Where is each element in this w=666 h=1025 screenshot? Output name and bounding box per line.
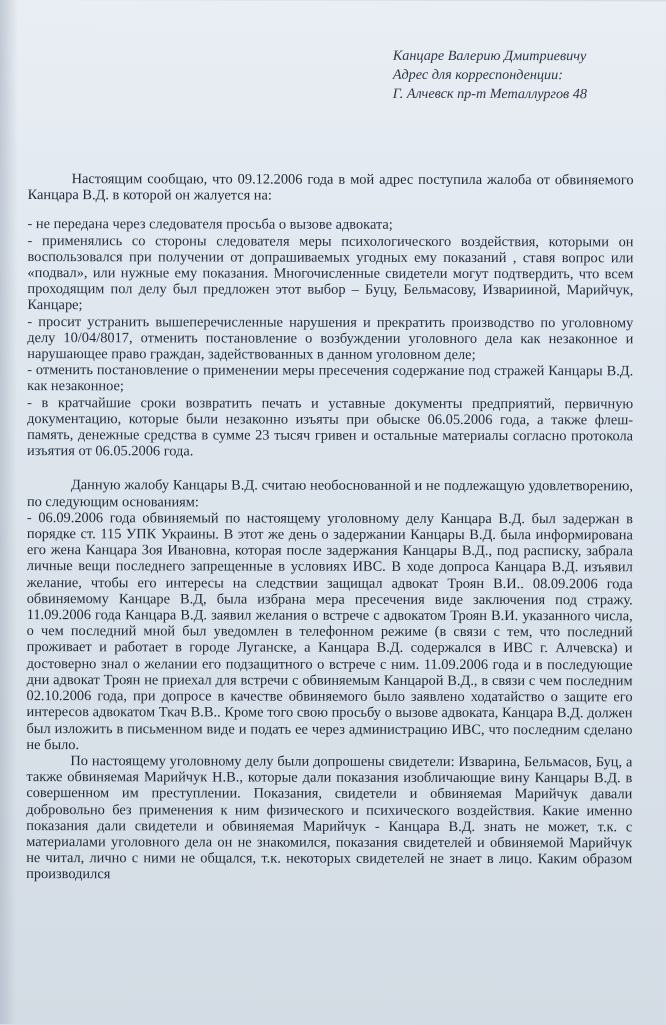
paragraph-gap (28, 203, 634, 217)
addressee-address-label: Адрес для корреспонденции: (392, 66, 563, 84)
complaint-item: - не передана через следователя просьба о вызове адвоката; (27, 216, 393, 234)
complaint-item: - отменить постановление о применении меры пресечения содержание под стражей Канцары В.Д. как незаконное; (27, 362, 634, 395)
addressee-block (393, 47, 653, 105)
addressee-address: Г. Алчевск пр-т Металлургов 48 (392, 85, 587, 103)
intro-paragraph: Настоящим сообщаю, что 09.12.2006 года в мой адрес поступила жалоба от обвиняемого Канцара В.Д. в которой он жалуется на: (27, 171, 634, 204)
complaint-item: - в кратчайшие сроки возвратить печать и уставные документы предприятий, первичную документацию, которые были незаконно изъяты при обыске 06.05.2006 года, а также флеш-память, денежные средства в сумме 23 тысяч гривен и остальные материалы согласно протокола изъятия от 06.05.2006 года. (27, 394, 634, 460)
witnesses-paragraph: По настоящему уголовному делу были допрошены свидетели: Изварина, Бельмасов, Буц, а также обвиняемая Марийчук Н.В., которые дали показания изобличающие вину Канцары В.Д. в совершенном им преступлении. Показания, свидетели и обвиняемая Марийчук давали добровольно без применения к ним физического и психического воздействия. Какие именно показания дали свидетели и обвиняемая Марийчук - Канцара В.Д. знать не может, т.к. с материалами уголовного дела он не знакомился, показания свидетелей и обвиняемой Марийчук не читал, лично с ними не общался, т.к. некоторых свидетелей не знает в лицо. Каким образом производился (26, 753, 633, 883)
paragraph-gap (27, 460, 633, 479)
letter-body (26, 171, 633, 884)
complaint-item: - просит устранить вышеперечисленные нарушения и прекратить производство по уголовному делу 10/04/8017, отменить постановление о возбуждении уголовного дела как незаконное и нарушающее право граждан, задействованных в данном уголовном деле; (27, 313, 634, 364)
addressee-name: Канцаре Валерию Дмитриевичу (392, 47, 587, 65)
response-body-paragraph: - 06.09.2006 года обвиняемый по настоящему уголовному делу Канцара В.Д. был задержан в порядке ст. 115 УПК Украины. В этот же день о задержании Канцары В.Д. была информирована его жена Канцара Зоя Ивановна, которая после задержания Канцары В.Д., под расписку, забрала личные вещи последнего запрещенные в условиях ИВС. В ходе допроса Канцара В.Д. изъявил желание, чтобы его интересы на следствии защищал адвокат Троян В.И.. 08.09.2006 года обвиняемому Канцаре В.Д, была избрана мера пресечения виде заключения под стражу. 11.09.2006 года Канцара В.Д. заявил желания о встрече с адвокатом Троян В.И. указанного числа, о чем последний мной был уведомлен в телефонном режиме (в связи с тем, что последний проживает и работает в городе Луганске, а Канцара В.Д. содержался в ИВС г. Алчевска) и достоверно знал о желании его подзащитного о встрече с ним. 11.09.2006 года и в последующие дни адвокат Троян не приехал для встречи с обвиняемым Канцарой В.Д., в связи с чем последним 02.10.2006 года, при допросе в качестве обвиняемого было заявлено ходатайство о защите его интересов адвокатом Ткач В.В.. Кроме того свою просьбу о вызове адвоката, Канцара В.Д. должен был изложить в письменном виде и подать ее через администрацию ИВС, что последним сделано не было. (26, 509, 633, 753)
response-intro-paragraph: Данную жалобу Канцары В.Д. считаю необоснованной и не подлежащую удовлетворению, по следующим основаниям: (26, 477, 633, 511)
complaint-item: - применялись со стороны следователя меры психологического воздействия, которыми он воспользовался при получении от допрашиваемых угодных ему показаний , ставя вопрос или «подвал», или нужные ему показания. Многочисленные свидетели могут подтвердить, что всем проходящим пол делу был предложен этот выбор – Буцу, Бельмасову, Изварииной, Марийчук, Канцаре; (27, 232, 634, 314)
scan-edge-shadow (0, 0, 18, 1024)
